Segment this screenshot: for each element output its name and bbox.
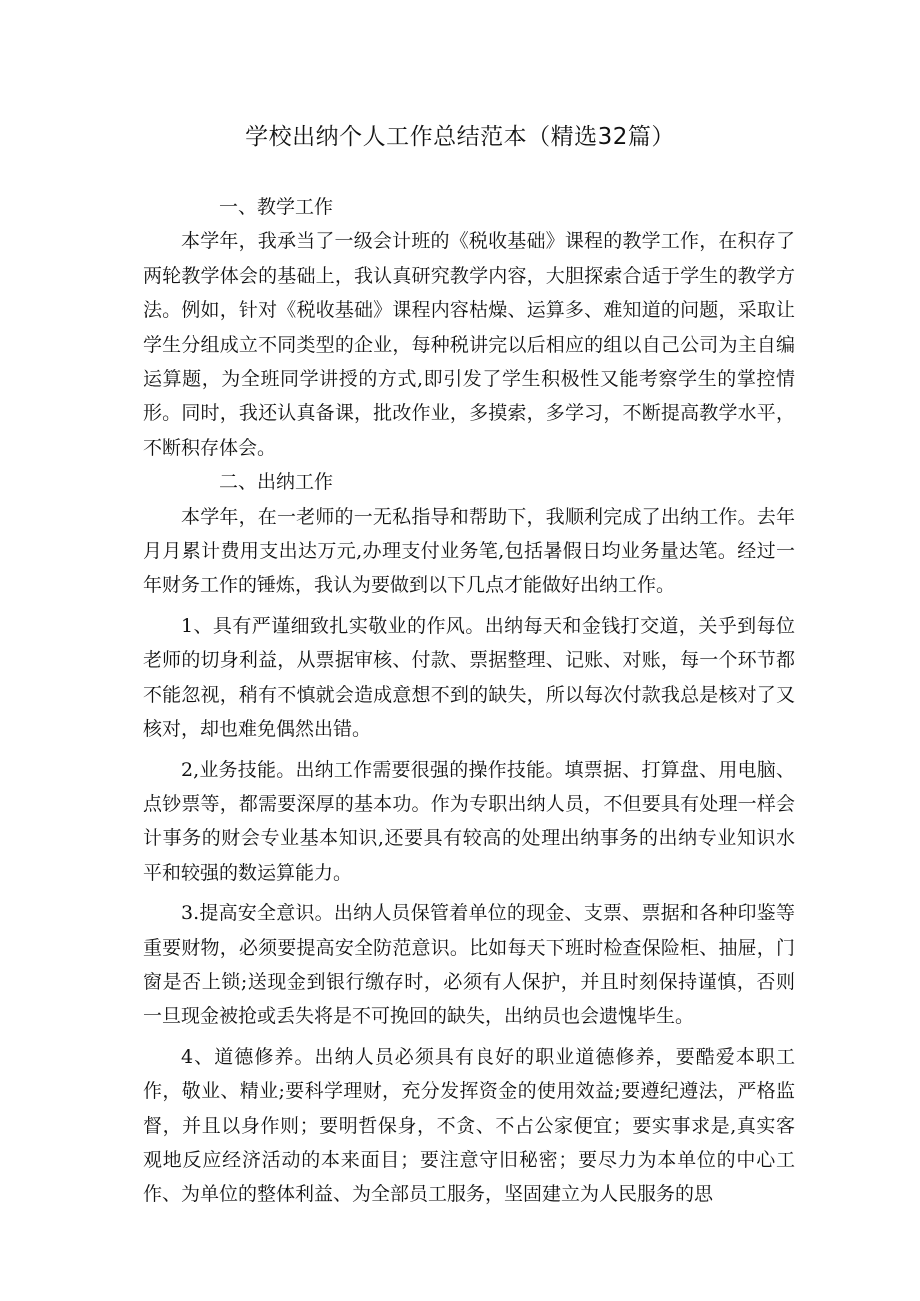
- section-heading-cashier: 二、出纳工作: [219, 471, 334, 494]
- section-heading-teaching: 一、教学工作: [219, 196, 334, 218]
- paragraph-point-4: 4、道德修养。出纳人员必须具有良好的职业道德修养，要酷爱本职工作，敬业、精业;要科学理财，充分发挥资金的使用效益;要遵纪遵法，严格监督，并且以身作则；要明哲保身，不贪、不占公家便宜；要实事求是,真实客观地反应经济活动的本来面目；要注意守旧秘密；要尽力为本单位的中心工作、为单位的整体利益、为全部员工服务，坚固建立为人民服务的思: [143, 1045, 795, 1206]
- paragraph-point-3: 3.提高安全意识。出纳人员保管着单位的现金、支票、票据和各种印鉴等重要财物，必须要提高安全防范意识。比如每天下班时检查保险柜、抽屉，门窗是否上锁;送现金到银行缴存时，必须有人保护，并且时刻保持谨慎，否则一旦现金被抢或丢失将是不可挽回的缺失，出纳员也会遗愧毕生。: [143, 902, 795, 1028]
- paragraph-teaching: 本学年，我承当了一级会计班的《税收基础》课程的教学工作，在积存了两轮教学体会的基础上，我认真研究教学内容，大胆探索合适于学生的教学方法。例如，针对《税收基础》课程内容枯燥、运算多、难知道的问题，采取让学生分组成立不同类型的企业，每种税讲完以后相应的组以自己公司为主自编运算题，为全班同学讲授的方式,即引发了学生积极性又能考察学生的掌控情形。同时，我还认真备课，批改作业，多摸索，多学习，不断提高教学水平，不断积存体会。: [143, 230, 795, 459]
- document-body: [143, 190, 795, 1212]
- document-title: 学校出纳个人工作总结范本（精选32篇）: [245, 124, 675, 150]
- paragraph-cashier-intro: 本学年，在一老师的一无私指导和帮助下，我顺利完成了出纳工作。去年月月累计费用支出达万元,办理支付业务笔,包括暑假日均业务量达笔。经过一年财务工作的锤炼，我认为要做到以下几点才能做好出纳工作。: [143, 505, 795, 597]
- paragraph-point-1: 1、具有严谨细致扎实敬业的作风。出纳每天和金钱打交道，关乎到每位老师的切身利益，从票据审核、付款、票据整理、记账、对账，每一个环节都不能忽视，稍有不慎就会造成意想不到的缺失，所以每次付款我总是核对了又核对，却也难免偶然出错。: [143, 614, 795, 741]
- paragraph-point-2: 2,业务技能。出纳工作需要很强的操作技能。填票据、打算盘、用电脑、点钞票等，都需要深厚的基本功。作为专职出纳人员，不但要具有处理一样会计事务的财会专业基本知识,还要具有较高的处理出纳事务的出纳专业知识水平和较强的数运算能力。: [143, 758, 795, 884]
